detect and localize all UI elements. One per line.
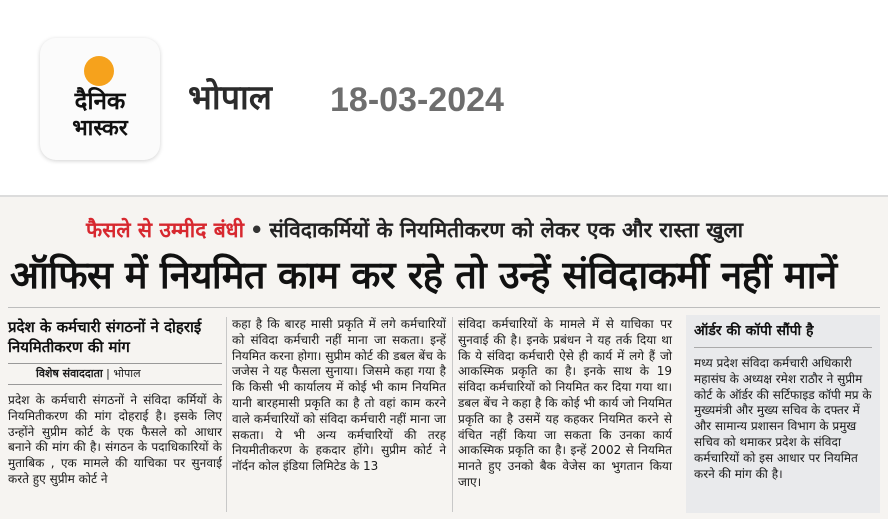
article-subheading: प्रदेश के कर्मचारी संगठनों ने दोहराई नियमितीकरण की मांग [8,318,202,356]
kicker-text: संविदाकर्मियों के नियमितीकरण को लेकर एक और रास्ता खुला [269,218,744,242]
byline: विशेष संवाददाता | भोपाल [8,363,222,385]
sidebar-box-title: ऑर्डर की कॉपी सौंपी है [694,323,814,339]
edition-date: 18-03-2024 [330,81,504,119]
column-2-text: कहा है कि बारह मासी प्रकृति में लगे कर्मचारियों को संविदा कर्मचारी नहीं माना जा सकता। इन्हें नियमित करना होगा। सुप्रीम कोर्ट की डबल बेंच के जजेस ने यह फैसला सुनाया। जिसमे कहा गया है कि किसी भी कार्यालय में कोई भी काम नियमित यानी बारहमासी प्रकृति का है तो वहां काम करने वाले कर्मचारियों को संविदा कर्मचारी नहीं माना जा सकता। ये भी अन्य कर्मचारियों की तरह नियमीतीकरण के हकदार होंगे। सुप्रीम कोर्ट ने नॉर्दन कोल इंडिया लिमिटेड के 13 [232,317,446,474]
clip-header [0,0,888,195]
kicker-line [86,215,743,245]
kicker-bullet: • [250,218,264,242]
column-3-text: संविदा कर्मचारियों के मामले में से याचिका पर सुनवाई की है। इनके प्रबंधन ने यह तर्क दिया था कि ये संविदा कर्मचारी ऐसे ही कार्य में लगे हैं जो आकस्मिक प्रकृति का है। इनके साथ के 19 संविदा कर्मचारियों को नियमित कर दिया गया था। डबल बेंच ने कहा है कि कोई भी कार्य जो नियमित प्रकृति का है उसमें यह कहकर नियमित करने से वंचित नहीं किया जा सकता कि उनका कार्य आकस्मिक प्रकृति का है। इन्हें 2002 से नियमित मानते हुए उनको बैक वेजेस का भुगतान किया जाए। [458,317,672,489]
sidebar-box-text: मध्य प्रदेश संविदा कर्मचारी अधिकारी महासंघ के अध्यक्ष रमेश राठौर ने सुप्रीम कोर्ट के ऑर्डर की सर्टिफाइड कॉपी मप्र के मुख्यमंत्री और मुख्य सचिव के दफ्तर में और सामान्य प्रशासन विभाग के प्रमुख सचिव को थमाकर प्रदेश के संविदा कर्मचारियों को इस आधार पर नियमित करने की मांग की है। [694,356,872,481]
sun-icon [84,56,114,86]
column-divider [452,317,453,512]
dainik-bhaskar-logo [40,38,160,160]
logo-text-line2: भास्कर [72,116,128,141]
article-column-3 [458,317,672,491]
newspaper-clipping [0,195,888,519]
logo-text-line1: दैनिक [74,87,126,115]
article-column-1 [8,317,222,488]
sidebar-box-divider [694,347,872,348]
headline-divider [8,307,880,308]
article-headline: ऑफिस में नियमित काम कर रहे तो उन्हें संविदाकर्मी नहीं मानें [10,253,837,297]
sidebar-box [686,315,880,513]
column-1-text: प्रदेश के कर्मचारी संगठनों ने संविदा कर्मियों के नियमितीकरण की मांग दोहराई है। इसके लिए उन्होंने सुप्रीम कोर्ट के एक फैसले को आधार बनाने की मांग की है। संगठन के पदाधिकारियों के मुताबिक , एक मामले की याचिका पर सुनवाई करते हुए सुप्रीम कोर्ट ने [8,393,222,486]
edition-city: भोपाल [188,78,272,118]
article-column-2 [232,317,446,475]
column-divider [226,317,227,512]
byline-city: भोपाल [113,367,141,380]
byline-name: विशेष संवाददाता [36,367,103,380]
kicker-highlight: फैसले से उम्मीद बंधी [86,218,245,242]
